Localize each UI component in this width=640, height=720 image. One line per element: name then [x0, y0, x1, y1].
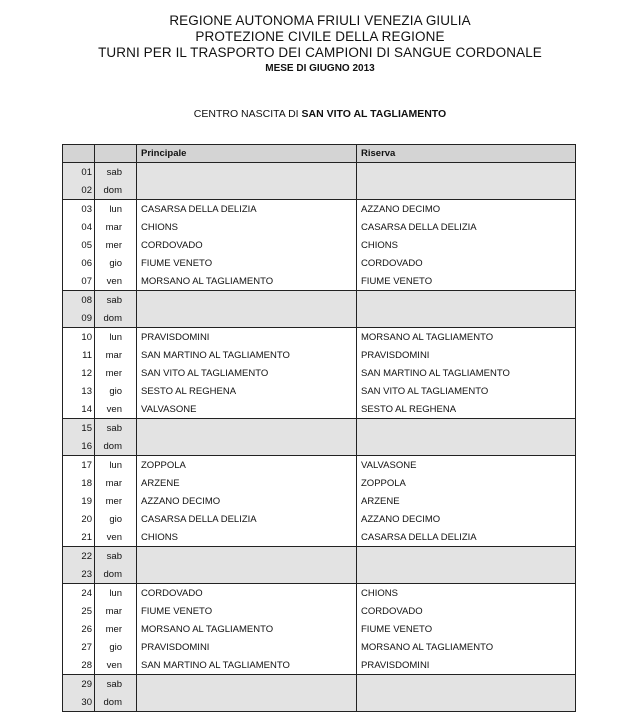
table-row	[63, 309, 576, 328]
weekday: ven	[95, 528, 137, 547]
day-number: 29	[63, 675, 95, 694]
weekday: dom	[95, 437, 137, 456]
principale-cell	[137, 419, 357, 438]
riserva-cell	[357, 437, 576, 456]
principale-cell: CASARSA DELLA DELIZIA	[137, 200, 357, 219]
weekday: dom	[95, 309, 137, 328]
principale-cell: CHIONS	[137, 528, 357, 547]
weekday: mer	[95, 236, 137, 254]
day-number: 24	[63, 584, 95, 603]
riserva-cell: ZOPPOLA	[357, 474, 576, 492]
weekday: gio	[95, 382, 137, 400]
weekday: sab	[95, 547, 137, 566]
riserva-cell	[357, 675, 576, 694]
table-row	[63, 400, 576, 419]
day-number: 18	[63, 474, 95, 492]
day-number: 23	[63, 565, 95, 584]
weekday: mer	[95, 364, 137, 382]
header-principale: Principale	[137, 145, 357, 163]
weekday: gio	[95, 638, 137, 656]
table-row	[63, 675, 576, 694]
riserva-cell: FIUME VENETO	[357, 272, 576, 291]
day-number: 04	[63, 218, 95, 236]
weekday: sab	[95, 291, 137, 310]
table-row	[63, 218, 576, 236]
principale-cell	[137, 693, 357, 712]
weekday: ven	[95, 272, 137, 291]
weekday: mer	[95, 492, 137, 510]
principale-cell: CHIONS	[137, 218, 357, 236]
day-number: 15	[63, 419, 95, 438]
table-row	[63, 602, 576, 620]
table-row	[63, 437, 576, 456]
table-row	[63, 272, 576, 291]
day-number: 19	[63, 492, 95, 510]
day-number: 16	[63, 437, 95, 456]
table-row	[63, 492, 576, 510]
day-number: 28	[63, 656, 95, 675]
table-row	[63, 364, 576, 382]
riserva-cell: CHIONS	[357, 584, 576, 603]
principale-cell: CORDOVADO	[137, 236, 357, 254]
weekday: dom	[95, 565, 137, 584]
day-number: 08	[63, 291, 95, 310]
table-row	[63, 693, 576, 712]
principale-cell: SAN MARTINO AL TAGLIAMENTO	[137, 656, 357, 675]
weekday: mar	[95, 602, 137, 620]
day-number: 17	[63, 456, 95, 475]
table-row	[63, 456, 576, 475]
day-number: 22	[63, 547, 95, 566]
principale-cell	[137, 163, 357, 182]
riserva-cell: CHIONS	[357, 236, 576, 254]
day-number: 03	[63, 200, 95, 219]
riserva-cell	[357, 291, 576, 310]
day-number: 27	[63, 638, 95, 656]
riserva-cell: CORDOVADO	[357, 602, 576, 620]
riserva-cell: SAN VITO AL TAGLIAMENTO	[357, 382, 576, 400]
header-day	[95, 145, 137, 163]
table-row	[63, 565, 576, 584]
weekday: mar	[95, 346, 137, 364]
riserva-cell: MORSANO AL TAGLIAMENTO	[357, 328, 576, 347]
weekday: gio	[95, 510, 137, 528]
header-riserva: Riserva	[357, 145, 576, 163]
day-number: 01	[63, 163, 95, 182]
principale-cell: ARZENE	[137, 474, 357, 492]
table-row	[63, 528, 576, 547]
birth-center-prefix: CENTRO NASCITA DI	[193, 108, 302, 120]
table-row	[63, 346, 576, 364]
birth-center-line	[0, 108, 640, 120]
riserva-cell: CASARSA DELLA DELIZIA	[357, 218, 576, 236]
weekday: mer	[95, 620, 137, 638]
weekday: ven	[95, 656, 137, 675]
weekday: ven	[95, 400, 137, 419]
principale-cell: VALVASONE	[137, 400, 357, 419]
table-header-row	[63, 145, 576, 163]
birth-center-name: SAN VITO AL TAGLIAMENTO	[301, 108, 447, 120]
table-row	[63, 656, 576, 675]
weekday: lun	[95, 200, 137, 219]
riserva-cell	[357, 181, 576, 200]
principale-cell	[137, 565, 357, 584]
table-row	[63, 510, 576, 528]
header-region: REGIONE AUTONOMA FRIULI VENEZIA GIULIA	[169, 13, 471, 28]
riserva-cell: AZZANO DECIMO	[357, 510, 576, 528]
principale-cell: PRAVISDOMINI	[137, 328, 357, 347]
riserva-cell: AZZANO DECIMO	[357, 200, 576, 219]
day-number: 02	[63, 181, 95, 200]
day-number: 25	[63, 602, 95, 620]
table-row	[63, 291, 576, 310]
riserva-cell: PRAVISDOMINI	[357, 656, 576, 675]
weekday: sab	[95, 419, 137, 438]
weekday: lun	[95, 456, 137, 475]
riserva-cell: SESTO AL REGHENA	[357, 400, 576, 419]
principale-cell	[137, 547, 357, 566]
principale-cell	[137, 437, 357, 456]
weekday: mar	[95, 474, 137, 492]
riserva-cell	[357, 309, 576, 328]
table-row	[63, 584, 576, 603]
day-number: 13	[63, 382, 95, 400]
table-row	[63, 181, 576, 200]
table-row	[63, 419, 576, 438]
weekday: lun	[95, 584, 137, 603]
weekday: lun	[95, 328, 137, 347]
day-number: 12	[63, 364, 95, 382]
day-number: 21	[63, 528, 95, 547]
principale-cell: CORDOVADO	[137, 584, 357, 603]
principale-cell: AZZANO DECIMO	[137, 492, 357, 510]
riserva-cell	[357, 565, 576, 584]
day-number: 06	[63, 254, 95, 272]
principale-cell	[137, 291, 357, 310]
table-row	[63, 236, 576, 254]
table-row	[63, 638, 576, 656]
principale-cell: SAN VITO AL TAGLIAMENTO	[137, 364, 357, 382]
riserva-cell	[357, 163, 576, 182]
header-title: TURNI PER IL TRASPORTO DEI CAMPIONI DI SANGUE CORDONALE	[98, 45, 542, 60]
riserva-cell: PRAVISDOMINI	[357, 346, 576, 364]
table-row	[63, 328, 576, 347]
riserva-cell	[357, 547, 576, 566]
riserva-cell: VALVASONE	[357, 456, 576, 475]
weekday: mar	[95, 218, 137, 236]
weekday: sab	[95, 675, 137, 694]
weekday: dom	[95, 181, 137, 200]
table-row	[63, 474, 576, 492]
riserva-cell	[357, 419, 576, 438]
table-row	[63, 163, 576, 182]
shifts-table	[62, 144, 576, 712]
riserva-cell: ARZENE	[357, 492, 576, 510]
header-month: MESE DI GIUGNO 2013	[265, 63, 375, 74]
table-row	[63, 254, 576, 272]
day-number: 20	[63, 510, 95, 528]
day-number: 09	[63, 309, 95, 328]
riserva-cell: CASARSA DELLA DELIZIA	[357, 528, 576, 547]
table-row	[63, 547, 576, 566]
day-number: 11	[63, 346, 95, 364]
riserva-cell: MORSANO AL TAGLIAMENTO	[357, 638, 576, 656]
principale-cell: ZOPPOLA	[137, 456, 357, 475]
table-row	[63, 200, 576, 219]
day-number: 14	[63, 400, 95, 419]
day-number: 10	[63, 328, 95, 347]
document-header	[0, 13, 640, 75]
principale-cell	[137, 309, 357, 328]
weekday: gio	[95, 254, 137, 272]
principale-cell: SESTO AL REGHENA	[137, 382, 357, 400]
riserva-cell	[357, 693, 576, 712]
principale-cell: MORSANO AL TAGLIAMENTO	[137, 272, 357, 291]
principale-cell: MORSANO AL TAGLIAMENTO	[137, 620, 357, 638]
principale-cell: FIUME VENETO	[137, 602, 357, 620]
weekday: dom	[95, 693, 137, 712]
table-row	[63, 382, 576, 400]
principale-cell: CASARSA DELLA DELIZIA	[137, 510, 357, 528]
principale-cell: SAN MARTINO AL TAGLIAMENTO	[137, 346, 357, 364]
weekday: sab	[95, 163, 137, 182]
header-department: PROTEZIONE CIVILE DELLA REGIONE	[195, 29, 445, 44]
riserva-cell: CORDOVADO	[357, 254, 576, 272]
principale-cell: PRAVISDOMINI	[137, 638, 357, 656]
day-number: 07	[63, 272, 95, 291]
day-number: 05	[63, 236, 95, 254]
riserva-cell: SAN MARTINO AL TAGLIAMENTO	[357, 364, 576, 382]
day-number: 26	[63, 620, 95, 638]
principale-cell: FIUME VENETO	[137, 254, 357, 272]
header-num	[63, 145, 95, 163]
principale-cell	[137, 181, 357, 200]
principale-cell	[137, 675, 357, 694]
day-number: 30	[63, 693, 95, 712]
table-row	[63, 620, 576, 638]
riserva-cell: FIUME VENETO	[357, 620, 576, 638]
